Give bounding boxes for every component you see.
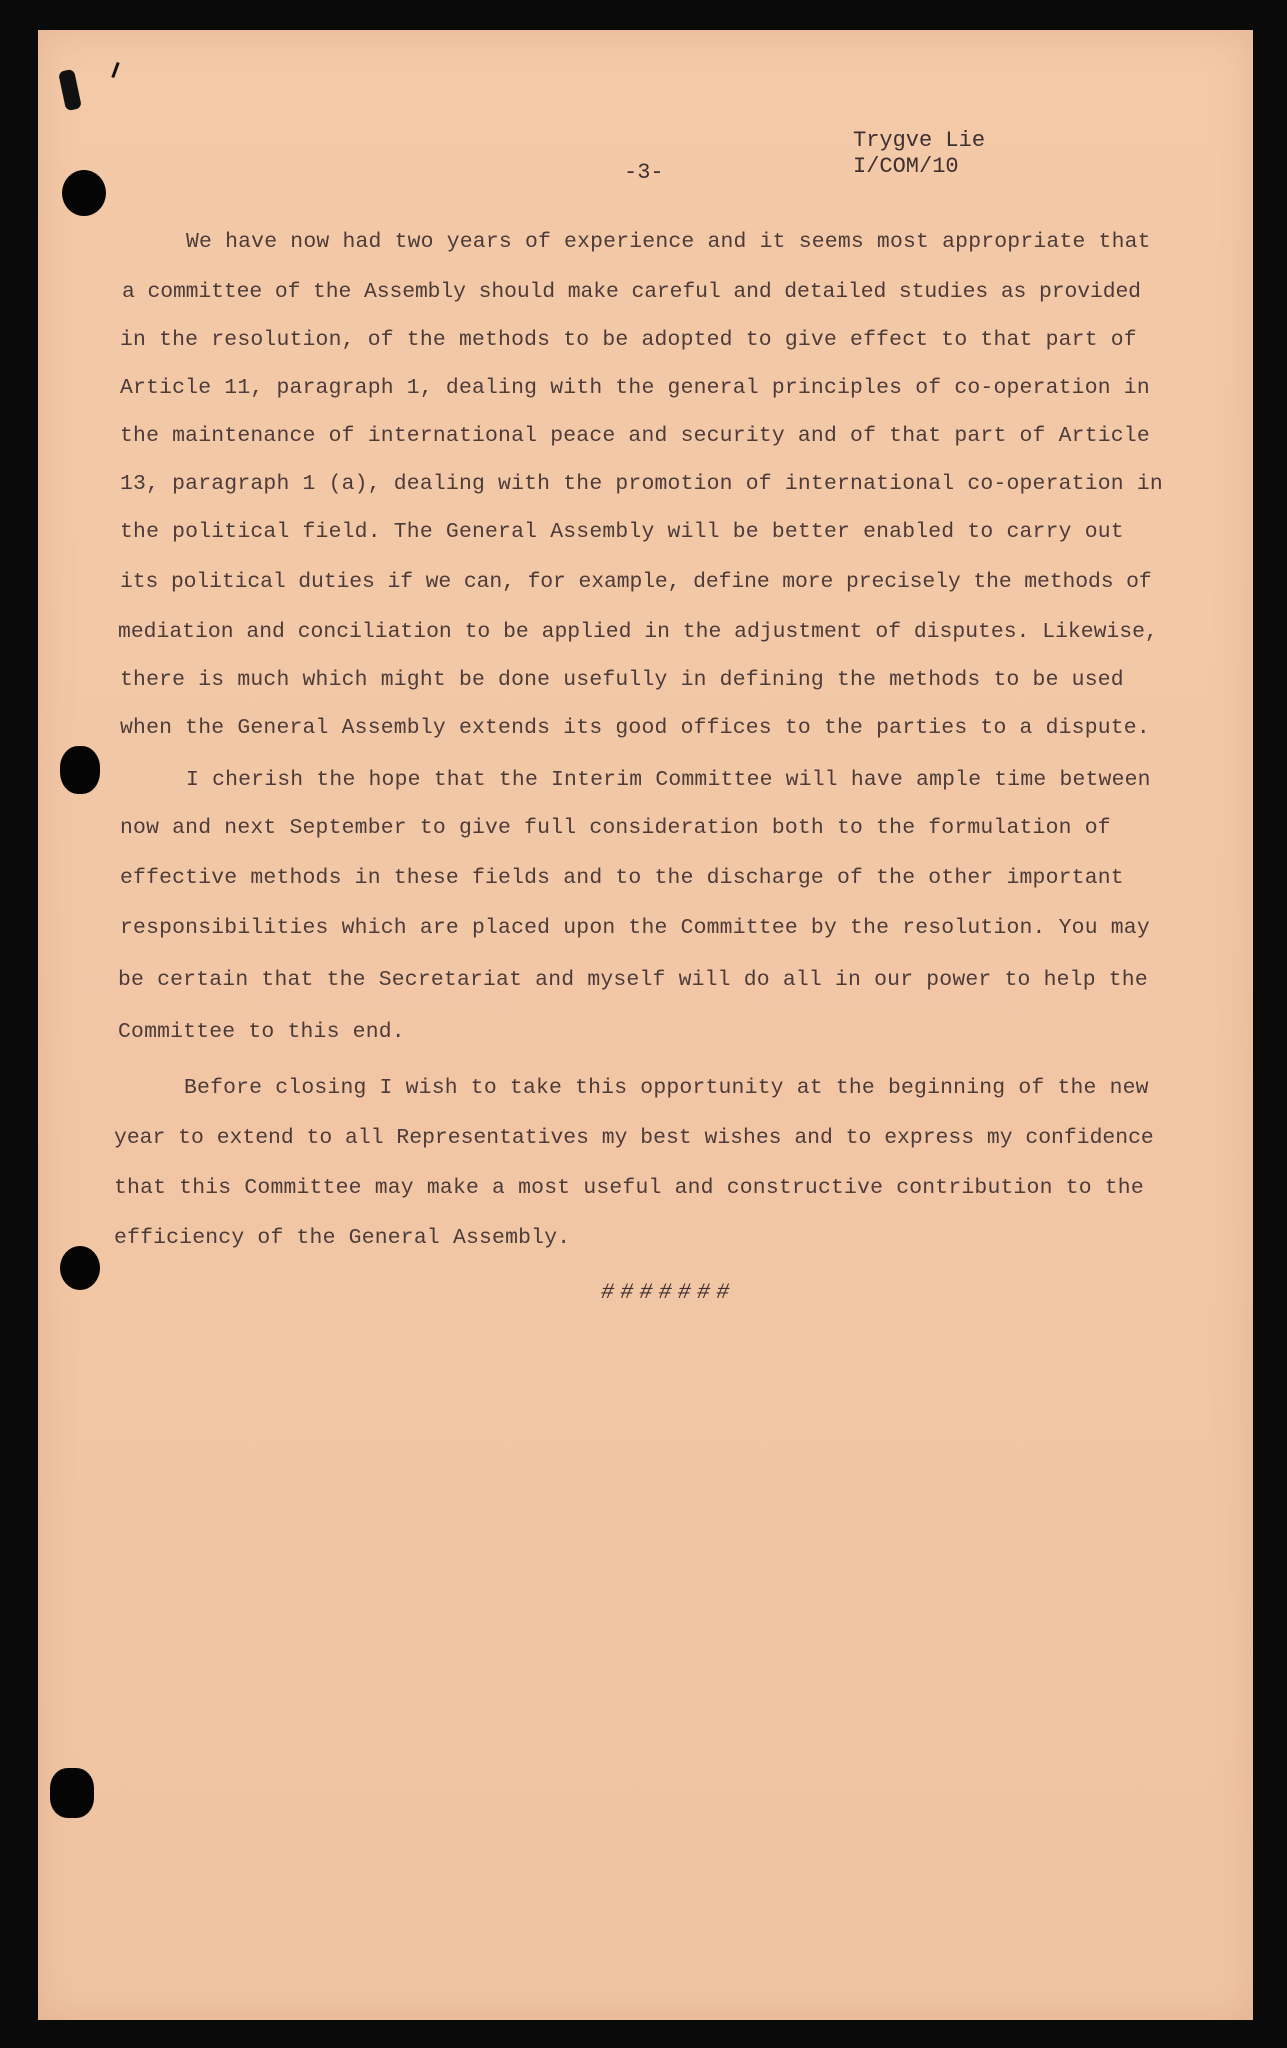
text-line: there is much which might be done usefully in defining the methods to be used (120, 668, 1124, 692)
punch-hole-4 (50, 1768, 94, 1818)
text-line: Before closing I wish to take this opportunity at the beginning of the new (184, 1076, 1149, 1100)
page-number: -3- (624, 160, 664, 185)
text-line: Article 11, paragraph 1, dealing with the general principles of co-operation in (120, 376, 1150, 400)
document-page (38, 30, 1253, 2020)
text-line: responsibilities which are placed upon the Committee by the resolution. You may (120, 916, 1150, 940)
punch-hole-2 (60, 746, 100, 794)
ink-blot (58, 69, 82, 111)
text-line: that this Committee may make a most useful and constructive contribution to the (114, 1176, 1144, 1200)
document-code: I/COM/10 (853, 154, 959, 179)
text-line: a committee of the Assembly should make careful and detailed studies as provided (122, 280, 1141, 304)
text-line: I cherish the hope that the Interim Committee will have ample time between (186, 768, 1151, 792)
punch-hole-3 (60, 1246, 100, 1290)
end-of-document-mark: ####### (601, 1280, 736, 1305)
text-line: be certain that the Secretariat and myself will do all in our power to help the (118, 968, 1148, 992)
ink-tick (111, 62, 119, 78)
text-line: now and next September to give full consideration both to the formulation of (120, 816, 1111, 840)
text-line: the maintenance of international peace and security and of that part of Article (120, 424, 1150, 448)
text-line: its political duties if we can, for example, define more precisely the methods of (120, 570, 1152, 594)
author-name: Trygve Lie (853, 128, 986, 153)
text-line: in the resolution, of the methods to be adopted to give effect to that part of (120, 328, 1137, 352)
text-line: when the General Assembly extends its good offices to the parties to a dispute. (120, 716, 1150, 740)
text-line: efficiency of the General Assembly. (114, 1226, 571, 1250)
punch-hole-1 (62, 170, 106, 216)
text-line: Committee to this end. (118, 1020, 405, 1044)
text-line: 13, paragraph 1 (a), dealing with the promotion of international co-operation in (120, 472, 1163, 496)
text-line: effective methods in these fields and to the discharge of the other important (120, 866, 1124, 890)
text-line: year to extend to all Representatives my best wishes and to express my confidence (114, 1126, 1154, 1150)
text-line: the political field. The General Assembly will be better enabled to carry out (120, 520, 1124, 544)
text-line: We have now had two years of experience and it seems most appropriate that (186, 230, 1151, 254)
header-block (853, 128, 985, 180)
text-line: mediation and conciliation to be applied in the adjustment of disputes. Likewise, (118, 620, 1158, 644)
